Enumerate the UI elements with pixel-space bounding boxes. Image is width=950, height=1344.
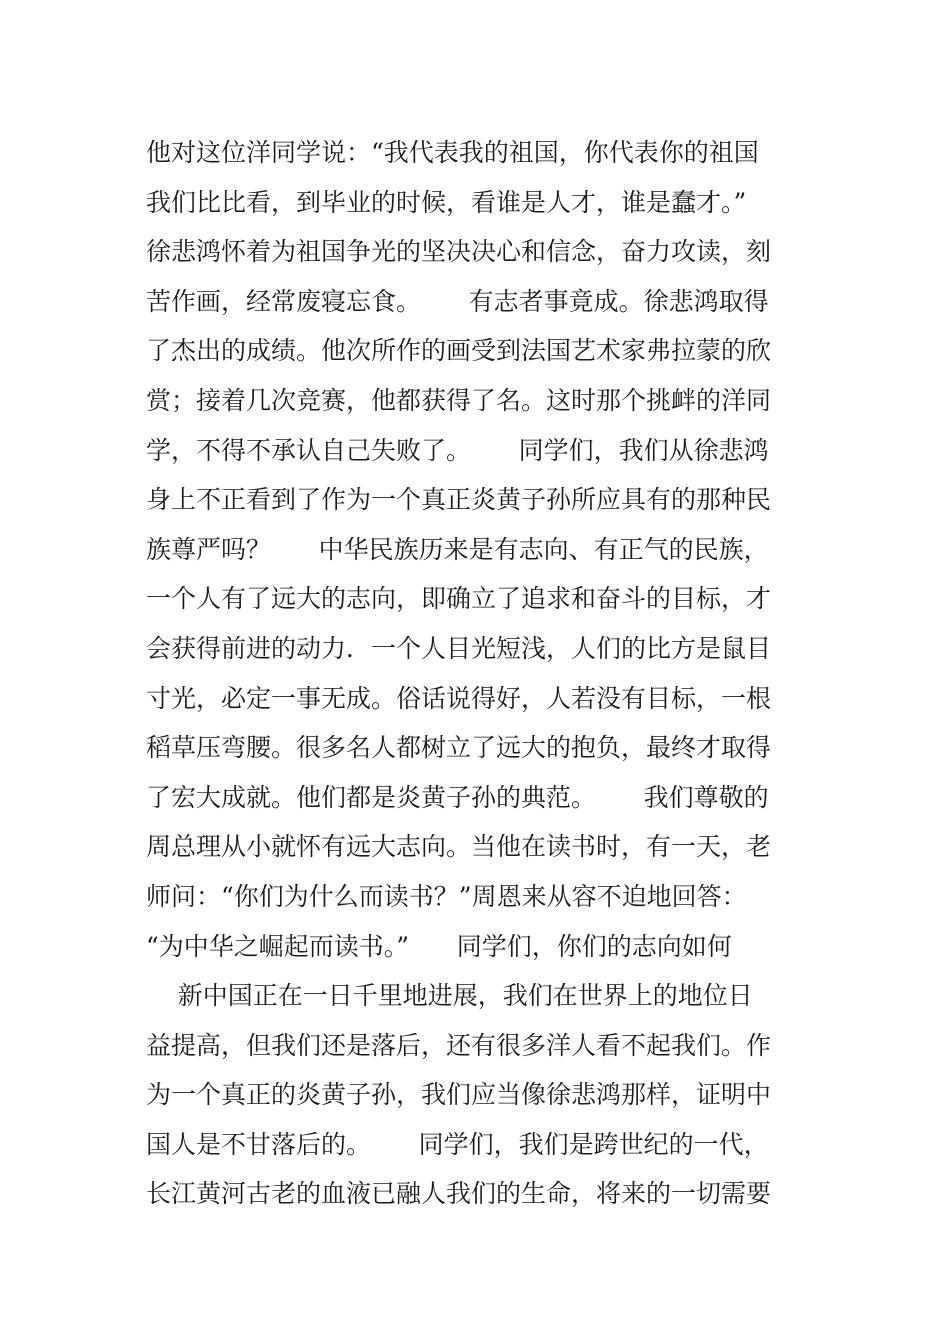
- text-line: 了杰出的成绩。他次所作的画受到法国艺术家弗拉蒙的欣: [146, 336, 772, 366]
- text-line: 族尊严吗？ 中华民族历来是有志向、有正气的民族，: [146, 534, 769, 564]
- text-line: 苦作画，经常废寝忘食。 有志者事竟成。徐悲鸿取得: [146, 286, 769, 316]
- text-line: 了宏大成就。他们都是炎黄子孙的典范。 我们尊敬的: [146, 782, 769, 812]
- text-line: 新中国正在一日千里地进展，我们在世界上的地位日: [146, 981, 753, 1011]
- text-line: “为中华之崛起而读书。” 同学们，你们的志向如何: [146, 931, 732, 961]
- body-text: [146, 128, 806, 1219]
- text-line: 一个人有了远大的志向，即确立了追求和奋斗的目标，才: [146, 584, 772, 614]
- text-line: 会获得前进的动力．一个人目光短浅，人们的比方是鼠目: [146, 633, 772, 663]
- text-line: 我们比比看，到毕业的时候，看谁是人才，谁是蠢才。”: [146, 187, 747, 217]
- text-line: 学，不得不承认自己失败了。 同学们，我们从徐悲鸿: [146, 435, 769, 465]
- text-line: 为一个真正的炎黄子孙，我们应当像徐悲鸿那样，证明中: [146, 1080, 772, 1110]
- text-line: 师问：“你们为什么而读书？”周恩来从容不迫地回答：: [146, 881, 747, 911]
- text-line: 益提高，但我们还是落后，还有很多洋人看不起我们。作: [146, 1030, 772, 1060]
- text-line: 徐悲鸿怀着为祖国争光的坚决决心和信念，奋力攻读，刻: [146, 237, 772, 267]
- text-line: 赏；接着几次竞赛，他都获得了名。这时那个挑衅的洋同: [146, 385, 772, 415]
- text-line: 寸光，必定一事无成。俗话说得好，人若没有目标，一根: [146, 683, 772, 713]
- text-line: 身上不正看到了作为一个真正炎黄子孙所应具有的那种民: [146, 485, 772, 515]
- text-line: 稻草压弯腰。很多名人都树立了远大的抱负，最终才取得: [146, 733, 772, 763]
- text-line: 长江黄河古老的血液已融人我们的生命，将来的一切需要: [146, 1179, 772, 1209]
- text-line: 他对这位洋同学说：“我代表我的祖国，你代表你的祖国: [146, 138, 759, 167]
- text-line: 国人是不甘落后的。 同学们，我们是跨世纪的一代，: [146, 1129, 769, 1159]
- text-line: 周总理从小就怀有远大志向。当他在读书时，有一天，老: [146, 832, 772, 862]
